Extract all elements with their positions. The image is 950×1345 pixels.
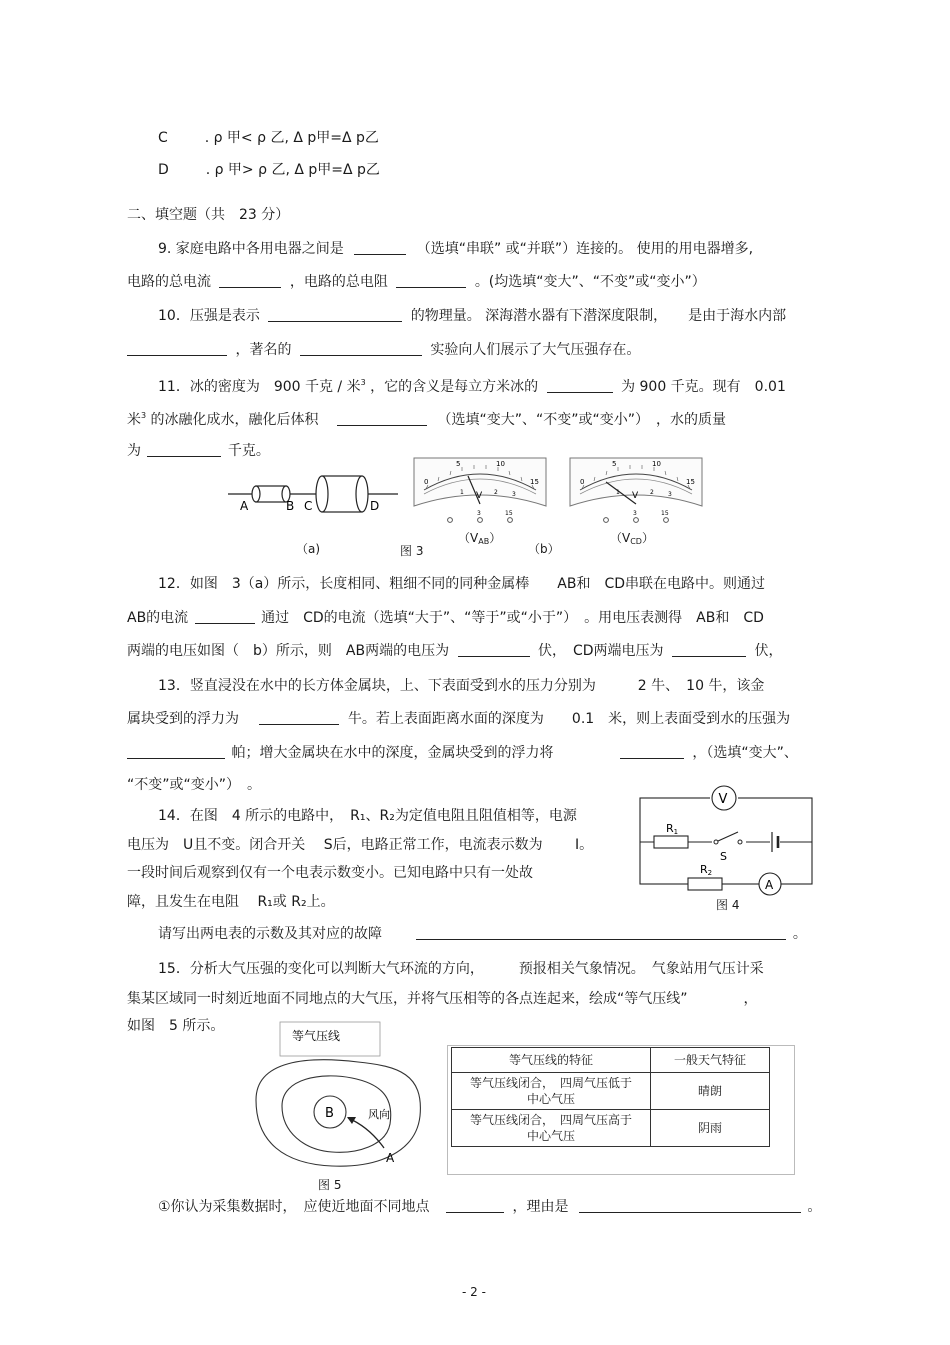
caption-text: （V [458,531,479,545]
scale-label: 2 [650,489,654,496]
q15-text: 。 [807,1199,822,1215]
q11-text: 为 [127,443,141,459]
scale-label: 1 [616,489,620,496]
option-d-text: . ρ 甲> ρ 乙, Δ p甲=Δ p乙 [205,162,380,178]
scale-label: 5 [612,460,617,468]
option-c-label: C [158,130,168,146]
q9-text: （选填“串联” 或“并联”）连接的。 使用的用电器增多, [416,241,754,257]
q11-line1 [158,373,786,397]
wind-label: 风向 [368,1108,390,1121]
table-row [452,1110,770,1147]
q15-text: ，理由是 [512,1199,569,1215]
q11-line3 [127,440,270,461]
isobar-weather-table [451,1047,770,1147]
point-a-label: A [386,1151,395,1165]
q15-blank2[interactable] [579,1196,801,1213]
q14-blank1[interactable] [416,923,786,940]
scale-label: 3 [668,491,672,498]
q15-line4 [158,1196,821,1217]
option-c [158,128,379,148]
figure3a-caption: （a) [296,542,321,556]
scale-label: 3 [512,491,516,498]
q10-line2 [127,339,640,360]
q9-text: ，电路的总电阻 [289,274,388,290]
q10-line1 [158,305,786,326]
isobar-legend: 等气压线 [292,1029,341,1043]
q11-sup: 3 [141,411,147,420]
q12-text: AB的电流 [127,610,189,626]
q13-text: ，（选填“变大”、 [692,745,798,761]
q10-text: 实验向人们展示了大气压强存在。 [430,342,641,358]
vcd-caption [610,529,654,546]
rod-label-d: D [370,499,380,513]
caption-text: ） [489,531,502,545]
option-d [158,160,380,180]
q15-line2: 集某区域同一时刻近地面不同地点的大气压，并将气压相等的各点连起来，绘成“等气压线” ， [127,991,758,1007]
option-c-text: . ρ 甲< ρ 乙, Δ p甲=Δ p乙 [204,130,379,146]
figure3b-caption: （b） [528,542,560,556]
q13-blank2[interactable] [127,742,225,759]
page-number: - 2 - [462,1285,486,1299]
q13-text: 帕；增大金属块在水中的深度，金属块受到的浮力将 [231,745,554,761]
table-cell [452,1110,651,1147]
r2-label: R2 [700,863,713,877]
q14-text: 请写出两电表的示数及其对应的故障 [158,926,382,942]
terminal-label: 15 [661,510,669,517]
voltmeter-letter: V [476,491,483,501]
scale-label: 1 [460,489,464,496]
q15-text: ①你认为采集数据时， 应使近地面不同地点 [158,1199,430,1215]
figure3a-rods [226,470,401,520]
q11-line2 [127,406,726,430]
q13-line1: 13．竖直浸没在水中的长方体金属块，上、下表面受到水的压力分别为 2 牛、 10 牛，该金 [158,678,765,694]
q12-text: 通过 CD的电流（选填“大于”、“等于”或“小于”） 。用电压表测得 AB和 CD [261,610,764,626]
q12-blank3[interactable] [672,640,746,657]
q11-text: 11．冰的密度为 900 千克 / 米 [158,379,361,395]
q14-text: 。 [792,926,807,942]
r1-label: R1 [666,822,679,836]
resistor-r2 [688,878,722,890]
q9-line2 [127,271,706,292]
q10-blank2[interactable] [127,339,227,356]
q15-blank1[interactable] [446,1196,504,1213]
q10-text: 10．压强是表示 [158,308,260,324]
caption-text: ） [641,531,654,545]
scale-label: 2 [494,489,498,496]
q13-line4: “不变”或“变小”） 。 [127,777,262,793]
q12-line2 [127,607,764,628]
voltmeter-vab [410,454,550,536]
table-header: 等气压线的特征 [452,1048,651,1073]
rod-label-b: B [286,499,295,513]
table-header: 一般天气特征 [651,1048,770,1073]
scale-label: 10 [652,460,661,468]
q14-line2: 电压为 U且不变。闭合开关 S后，电路正常工作，电流表示数为 I。 [127,837,594,853]
figure4-title: 图 4 [716,898,740,912]
switch-contact [738,840,742,844]
q13-line3 [127,742,798,763]
q13-blank3[interactable] [620,742,684,759]
terminal-label: 3 [633,510,637,517]
q14-line4: 障，且发生在电阻 R₁或 R₂上。 [127,894,335,910]
q13-text: 属块受到的浮力为 [127,711,239,727]
q11-blank1[interactable] [547,376,613,393]
q10-blank1[interactable] [268,305,402,322]
resistor-r1 [654,836,688,848]
q15-line1: 15．分析大气压强的变化可以判断大气环流的方向， 预报相关气象情况。 气象站用气压计采 [158,961,764,977]
table-cell-text: 中心气压 [526,1092,575,1106]
q12-blank1[interactable] [195,607,255,624]
q13-text: 牛。若上表面距离水面的深度为 0.1 米，则上表面受到水的压强为 [347,711,791,727]
voltmeter-label: V [718,792,728,807]
q9-blank2[interactable] [219,271,281,288]
q12-line3 [127,640,782,661]
q9-blank3[interactable] [396,271,466,288]
rod-label-a: A [240,499,249,513]
scale-label: 5 [456,460,461,468]
q11-text: 千克。 [227,443,270,459]
q10-text: 的物理量。 深海潜水器有下潜深度限制， 是由于海水内部 [410,308,787,324]
switch-contact [714,840,718,844]
section-title: 二、填空题（共 23 分） [127,207,290,223]
q11-blank3[interactable] [147,440,221,457]
table-cell-text: 等气压线闭合， 四周气压低于 [469,1076,632,1090]
scale-label: 0 [424,478,429,486]
q11-blank2[interactable] [337,409,427,426]
voltmeter-vcd [566,454,706,536]
caption-text: （V [610,531,631,545]
caption-sub: CD [630,537,642,546]
q9-text: 电路的总电流 [127,274,211,290]
caption-sub: AB [478,537,490,546]
q11-text: 米 [127,412,141,428]
q10-blank3[interactable] [300,339,422,356]
vab-caption [458,529,501,546]
table-row [452,1073,770,1110]
voltmeter-letter: V [632,491,639,501]
q12-blank2[interactable] [458,640,530,657]
q11-text: 的冰融化成水，融化后体积 [150,412,319,428]
ammeter-label: A [765,878,774,892]
table-cell-text: 等气压线闭合， 四周气压高于 [469,1113,632,1127]
q11-text: ，它的含义是每立方米冰的 [370,379,539,395]
q14-line3: 一段时间后观察到仅有一个电表示数变小。已知电路中只有一处故 [127,865,533,881]
rod-label-c: C [304,499,313,513]
switch-label: S [720,850,727,863]
q15-line3: 如图 5 所示。 [127,1018,225,1034]
terminal-label: 15 [505,510,513,517]
option-d-label: D [158,162,169,178]
scale-label: 0 [580,478,585,486]
scale-label: 15 [686,478,695,486]
q12-text: 两端的电压如图（ b）所示，则 AB两端的电压为 [127,643,450,659]
q11-text: 为 900 千克。现有 0.01 [621,379,786,395]
q9-text: 。(均选填“变大”、“不变”或“变小”） [474,274,706,290]
q11-text: （选填“变大”、“不变”或“变小”） ，水的质量 [437,412,726,428]
point-b-label: B [325,1106,334,1121]
scale-label: 10 [496,460,505,468]
q12-line1: 12．如图 3（a）所示，长度相同、粗细不同的同种金属棒 AB和 CD串联在电路中。则通过 [158,576,766,592]
table-cell [452,1073,651,1110]
q11-sup: 3 [360,378,366,387]
q9-text: 9. 家庭电路中各用电器之间是 [158,241,344,257]
q12-text: 伏， CD两端电压为 [537,643,664,659]
q9-blank1[interactable] [354,238,406,255]
q14-line5 [158,923,807,944]
q12-text: 伏， [754,643,783,659]
q13-line2 [127,708,790,729]
wind-arrow [348,1118,384,1148]
table-header-row [452,1048,770,1073]
q10-text: ，著名的 [235,342,292,358]
q13-blank1[interactable] [259,708,339,725]
figure5-title: 图 5 [318,1178,342,1192]
figure5-isobars [248,1020,438,1170]
table-cell: 晴朗 [651,1073,770,1110]
q9-line1 [158,238,753,259]
table-cell-text: 中心气压 [526,1129,575,1143]
table-cell: 阴雨 [651,1110,770,1147]
q14-line1: 14．在图 4 所示的电路中， R₁、R₂为定值电阻且阻值相等，电源 [158,808,577,824]
scale-label: 15 [530,478,539,486]
figure3-title: 图 3 [400,544,424,558]
figure4-circuit [634,784,818,914]
terminal-label: 3 [477,510,481,517]
